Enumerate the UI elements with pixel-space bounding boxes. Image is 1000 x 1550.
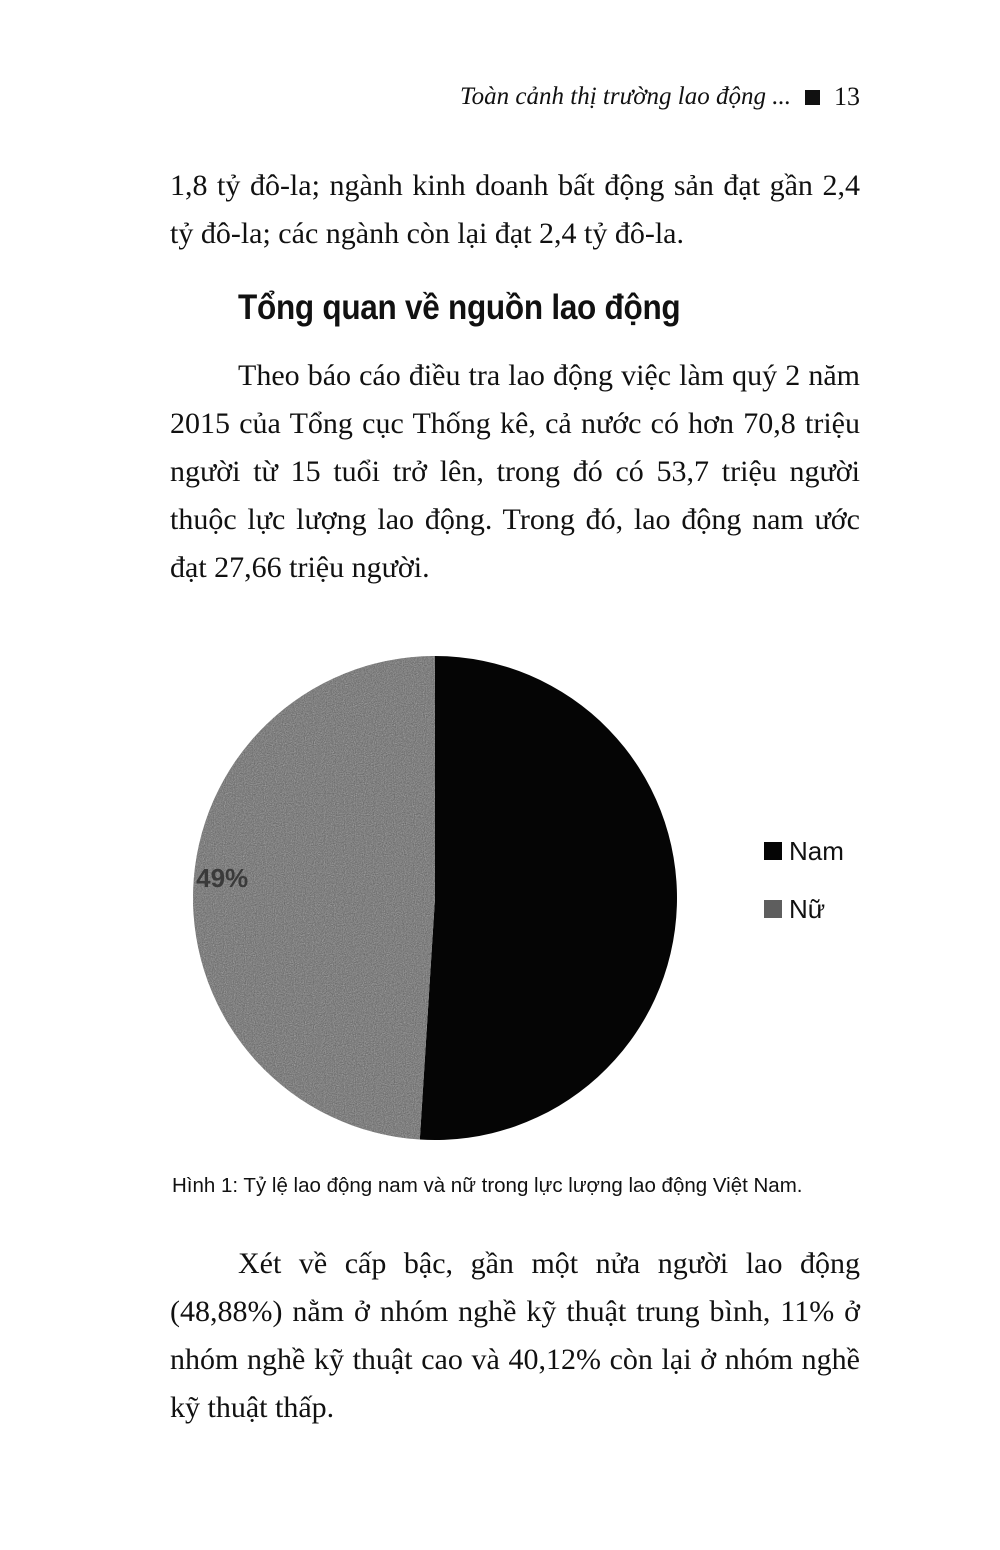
pie-chart-svg [0, 640, 1000, 1160]
body-paragraph-1: Theo báo cáo điều tra lao động việc làm quý 2 năm 2015 của Tổng cục Thống kê, cả nước có hơn 70,8 triệu người từ 15 tuổi trở lên, trong đó có 53,7 triệu người thuộc lực lượng lao động. Trong đó, lao động nam ước đạt 27,66 triệu người. [170, 359, 860, 584]
legend-label-nam: Nam [789, 836, 844, 866]
section-heading: Tổng quan về nguồn lao động [238, 288, 681, 327]
running-title: Toàn cảnh thị trường lao động ... [460, 83, 791, 110]
body-paragraph-2: Xét về cấp bậc, gần một nửa người lao động (48,88%) nằm ở nhóm nghề kỹ thuật trung bình, 11% ở nhóm nghề kỹ thuật cao và 40,12% còn lại ở nhóm nghề kỹ thuật thấp. [170, 1247, 860, 1424]
legend-label-nữ: Nữ [789, 894, 826, 924]
page-number: 13 [834, 82, 860, 111]
pie-slice-nữ [193, 656, 435, 1140]
figure-caption: Hình 1: Tỷ lệ lao động nam và nữ trong lực lượng lao động Việt Nam. [172, 1174, 803, 1197]
intro-paragraph: 1,8 tỷ đô-la; ngành kinh doanh bất động sản đạt gần 2,4 tỷ đô-la; các ngành còn lại đạt 2,4 tỷ đô-la. [170, 169, 860, 250]
pie-slice-nam [420, 656, 677, 1140]
legend-swatch-nữ [764, 900, 782, 918]
legend-swatch-nam [764, 842, 782, 860]
pie-chart [0, 640, 1000, 1160]
square-bullet-icon [805, 90, 820, 105]
running-header [460, 82, 860, 112]
pie-data-label: 49% [196, 863, 249, 894]
